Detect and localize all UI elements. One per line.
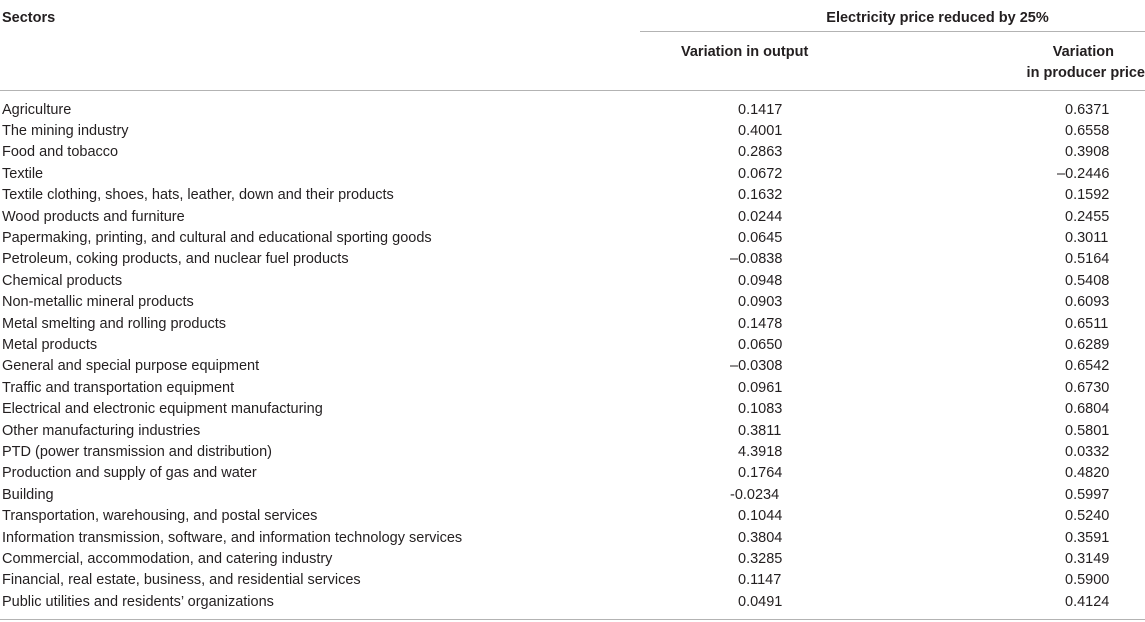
price-variation-cell: 0.6511 — [1065, 315, 1109, 332]
sector-name-cell: Transportation, warehousing, and postal services — [2, 508, 318, 525]
table-row — [0, 485, 1145, 506]
table-row — [0, 442, 1145, 463]
output-variation-cell: 0.2863 — [738, 144, 783, 161]
sector-name-cell: Textile — [2, 165, 44, 182]
price-variation-cell: 0.4820 — [1065, 465, 1110, 482]
scenario-group-header: Electricity price reduced by 25% — [640, 0, 1145, 31]
table-body — [0, 90, 1145, 613]
sector-name-cell: Building — [2, 486, 54, 503]
price-variation-cell: –0.2446 — [1057, 165, 1110, 182]
table-row — [0, 506, 1145, 527]
price-variation-cell: 0.3908 — [1065, 144, 1110, 161]
table-row — [0, 356, 1145, 377]
table-row — [0, 292, 1145, 313]
sector-name-cell: Food and tobacco — [2, 144, 119, 161]
table-row — [0, 549, 1145, 570]
output-variation-cell: 0.3285 — [738, 551, 783, 568]
table-row — [0, 228, 1145, 249]
price-variation-cell: 0.5408 — [1065, 272, 1110, 289]
output-variation-cell: 0.1478 — [738, 315, 783, 332]
table-row — [0, 399, 1145, 420]
output-variation-cell: 0.0961 — [738, 379, 783, 396]
price-variation-cell: 0.6730 — [1065, 379, 1110, 396]
output-variation-cell: 0.3804 — [738, 529, 783, 546]
table-row — [0, 528, 1145, 549]
table-row — [0, 271, 1145, 292]
output-variation-cell: 0.0903 — [738, 294, 783, 311]
sector-name-cell: Production and supply of gas and water — [2, 465, 257, 482]
table-row — [0, 314, 1145, 335]
output-variation-cell: 0.4001 — [738, 122, 783, 139]
header-row-2 — [0, 31, 1145, 90]
table-row — [0, 570, 1145, 591]
sector-name-cell: Metal products — [2, 336, 98, 353]
output-variation-cell: 0.1417 — [738, 101, 783, 118]
sector-name-cell: Electrical and electronic equipment manufacturing — [2, 401, 323, 418]
price-variation-cell: 0.3149 — [1065, 551, 1110, 568]
output-variation-cell: 4.3918 — [738, 444, 783, 460]
price-column-header — [900, 31, 1145, 90]
table-row — [0, 121, 1145, 142]
sector-name-cell: Petroleum, coking products, and nuclear fuel products — [2, 251, 349, 268]
output-variation-cell: 0.0645 — [738, 229, 783, 246]
price-variation-cell: 0.6558 — [1065, 122, 1110, 139]
table-row — [0, 421, 1145, 442]
price-variation-cell: 0.4124 — [1065, 593, 1110, 610]
table-bottom-rule — [0, 619, 1145, 620]
price-variation-cell: 0.5164 — [1065, 251, 1110, 268]
output-variation-cell: 0.1044 — [738, 508, 783, 525]
price-header-line-2: in producer price — [1026, 64, 1145, 81]
price-variation-cell: 0.6542 — [1065, 358, 1110, 375]
price-variation-cell: 0.6804 — [1065, 401, 1110, 418]
sector-name-cell: Metal smelting and rolling products — [2, 315, 227, 332]
output-variation-cell: 0.1083 — [738, 401, 783, 418]
table-row — [0, 164, 1145, 185]
sector-name-cell: Wood products and furniture — [2, 208, 185, 225]
table-row — [0, 335, 1145, 356]
sector-name-cell: The mining industry — [2, 122, 129, 139]
price-variation-cell: 0.5240 — [1065, 508, 1110, 525]
output-variation-cell: 0.1632 — [738, 187, 783, 204]
sector-name-cell: Public utilities and residents’ organizations — [2, 593, 274, 610]
price-header-line-1: Variation — [1052, 43, 1114, 60]
price-variation-cell: 0.5997 — [1065, 486, 1110, 503]
output-variation-cell: 0.1764 — [738, 465, 783, 482]
price-variation-cell: 0.5801 — [1065, 422, 1110, 439]
table-row — [0, 249, 1145, 270]
sector-name-cell: Papermaking, printing, and cultural and educational sporting goods — [2, 229, 432, 246]
sector-name-cell: Information transmission, software, and information technology services — [2, 529, 463, 546]
output-variation-cell: –0.0838 — [730, 251, 783, 268]
sector-name-cell: Financial, real estate, business, and residential services — [2, 572, 361, 589]
table-row — [0, 90, 1145, 121]
output-variation-cell: 0.0672 — [738, 165, 783, 182]
sector-name-cell: Other manufacturing industries — [2, 422, 201, 439]
table-header — [0, 0, 1145, 90]
price-variation-cell: 0.6289 — [1065, 336, 1110, 353]
price-variation-cell: 0.3591 — [1065, 529, 1110, 546]
table-row — [0, 378, 1145, 399]
table-row — [0, 207, 1145, 228]
sector-name-cell: Traffic and transportation equipment — [2, 379, 235, 396]
price-variation-cell: 0.1592 — [1065, 187, 1110, 204]
table-row — [0, 463, 1145, 484]
output-column-header: Variation in output — [640, 31, 900, 90]
table-row — [0, 142, 1145, 163]
header-row-1 — [0, 0, 1145, 31]
sector-name-cell: Chemical products — [2, 272, 123, 289]
header-blank-cell — [0, 31, 640, 90]
table-row — [0, 592, 1145, 613]
output-variation-cell: 0.0491 — [738, 593, 783, 610]
table-row — [0, 185, 1145, 206]
output-variation-cell: 0.0948 — [738, 272, 783, 289]
price-variation-cell: 0.6093 — [1065, 294, 1110, 311]
sector-name-cell: Commercial, accommodation, and catering industry — [2, 551, 333, 568]
price-variation-cell: 0.2455 — [1065, 208, 1110, 225]
output-variation-cell: 0.0650 — [738, 336, 783, 353]
sector-name-cell: Agriculture — [2, 101, 72, 118]
sectors-column-header: Sectors — [2, 10, 56, 26]
sector-name-cell: Non-metallic mineral products — [2, 294, 194, 311]
output-variation-cell: -0.0234 — [730, 486, 780, 503]
sector-name-cell: Textile clothing, shoes, hats, leather, down and their products — [2, 187, 394, 204]
output-variation-cell: 0.1147 — [738, 572, 782, 589]
price-variation-cell: 0.0332 — [1065, 444, 1110, 460]
output-variation-cell: 0.3811 — [738, 422, 782, 439]
sector-name-cell: General and special purpose equipment — [2, 358, 260, 375]
output-variation-cell: 0.0244 — [738, 208, 783, 225]
output-variation-cell: –0.0308 — [730, 358, 783, 375]
sector-name-cell: PTD (power transmission and distribution) — [2, 444, 272, 460]
price-variation-cell: 0.3011 — [1065, 229, 1109, 246]
price-variation-cell: 0.6371 — [1065, 101, 1110, 118]
price-variation-cell: 0.5900 — [1065, 572, 1110, 589]
